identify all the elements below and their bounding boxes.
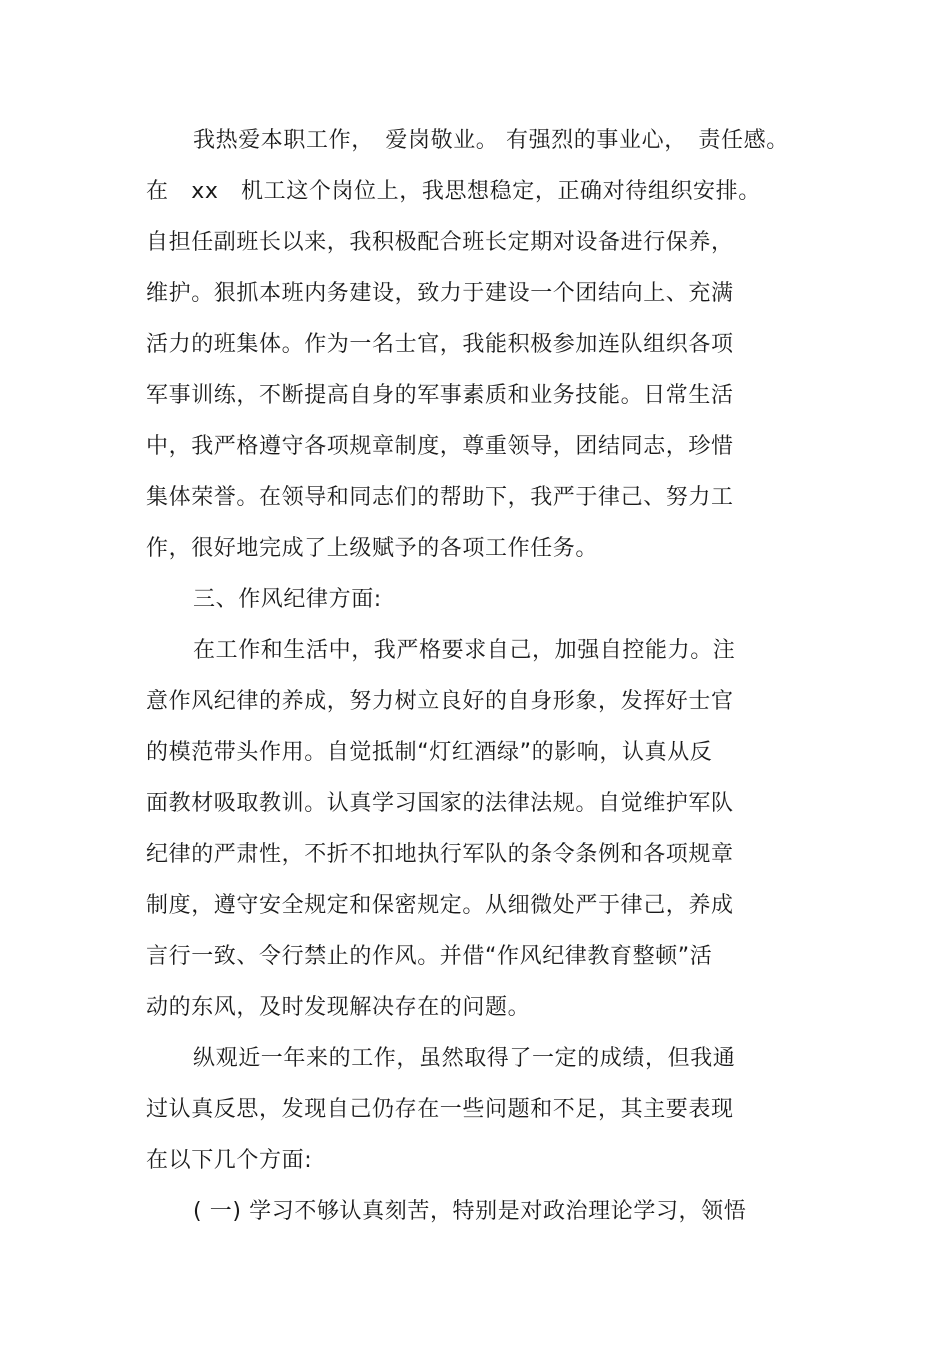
paragraph-line: 集体荣誉。在领导和同志们的帮助下，我严于律己、努力工 bbox=[146, 485, 734, 510]
paragraph-line: 在以下几个方面: bbox=[146, 1148, 313, 1173]
paragraph-line: 活力的班集体。作为一名士官，我能积极参加连队组织各项 bbox=[146, 332, 734, 357]
paragraph-line: 制度，遵守安全规定和保密规定。从细微处严于律己，养成 bbox=[146, 893, 734, 918]
paragraph-line: 纵观近一年来的工作，虽然取得了一定的成绩，但我通 bbox=[193, 1046, 736, 1071]
paragraph-line: 面教材吸取教训。认真学习国家的法律法规。自觉维护军队 bbox=[146, 791, 734, 816]
paragraph-line: 在工作和生活中，我严格要求自己，加强自控能力。注 bbox=[193, 638, 736, 663]
paragraph-line: 我热爱本职工作， 爱岗敬业。 有强烈的事业心， 责任感。 bbox=[193, 128, 789, 153]
paragraph-line: 作，很好地完成了上级赋予的各项工作任务。 bbox=[146, 536, 599, 561]
section-heading: 三、作风纪律方面: bbox=[193, 587, 382, 612]
paragraph-line: 动的东风，及时发现解决存在的问题。 bbox=[146, 995, 531, 1020]
paragraph-line: 在 xx 机工这个岗位上，我思想稳定，正确对待组织安排。 bbox=[146, 179, 761, 204]
paragraph-line: 纪律的严肃性，不折不扣地执行军队的条令条例和各项规章 bbox=[146, 842, 734, 867]
paragraph-line: 言行一致、令行禁止的作风。并借“作风纪律教育整顿”活 bbox=[146, 944, 713, 969]
paragraph-line: 过认真反思，发现自己仍存在一些问题和不足，其主要表现 bbox=[146, 1097, 734, 1122]
paragraph-line: ( 一) 学习不够认真刻苦，特别是对政治理论学习，领悟 bbox=[193, 1199, 747, 1224]
paragraph-line: 中，我严格遵守各项规章制度，尊重领导，团结同志，珍惜 bbox=[146, 434, 734, 459]
paragraph-line: 的模范带头作用。自觉抵制“灯红酒绿”的影响，认真从反 bbox=[146, 740, 713, 765]
paragraph-line: 维护。狠抓本班内务建设，致力于建设一个团结向上、充满 bbox=[146, 281, 734, 306]
paragraph-line: 意作风纪律的养成，努力树立良好的自身形象，发挥好士官 bbox=[146, 689, 734, 714]
paragraph-line: 自担任副班长以来，我积极配合班长定期对设备进行保养， bbox=[146, 230, 734, 255]
paragraph-line: 军事训练，不断提高自身的军事素质和业务技能。日常生活 bbox=[146, 383, 734, 408]
